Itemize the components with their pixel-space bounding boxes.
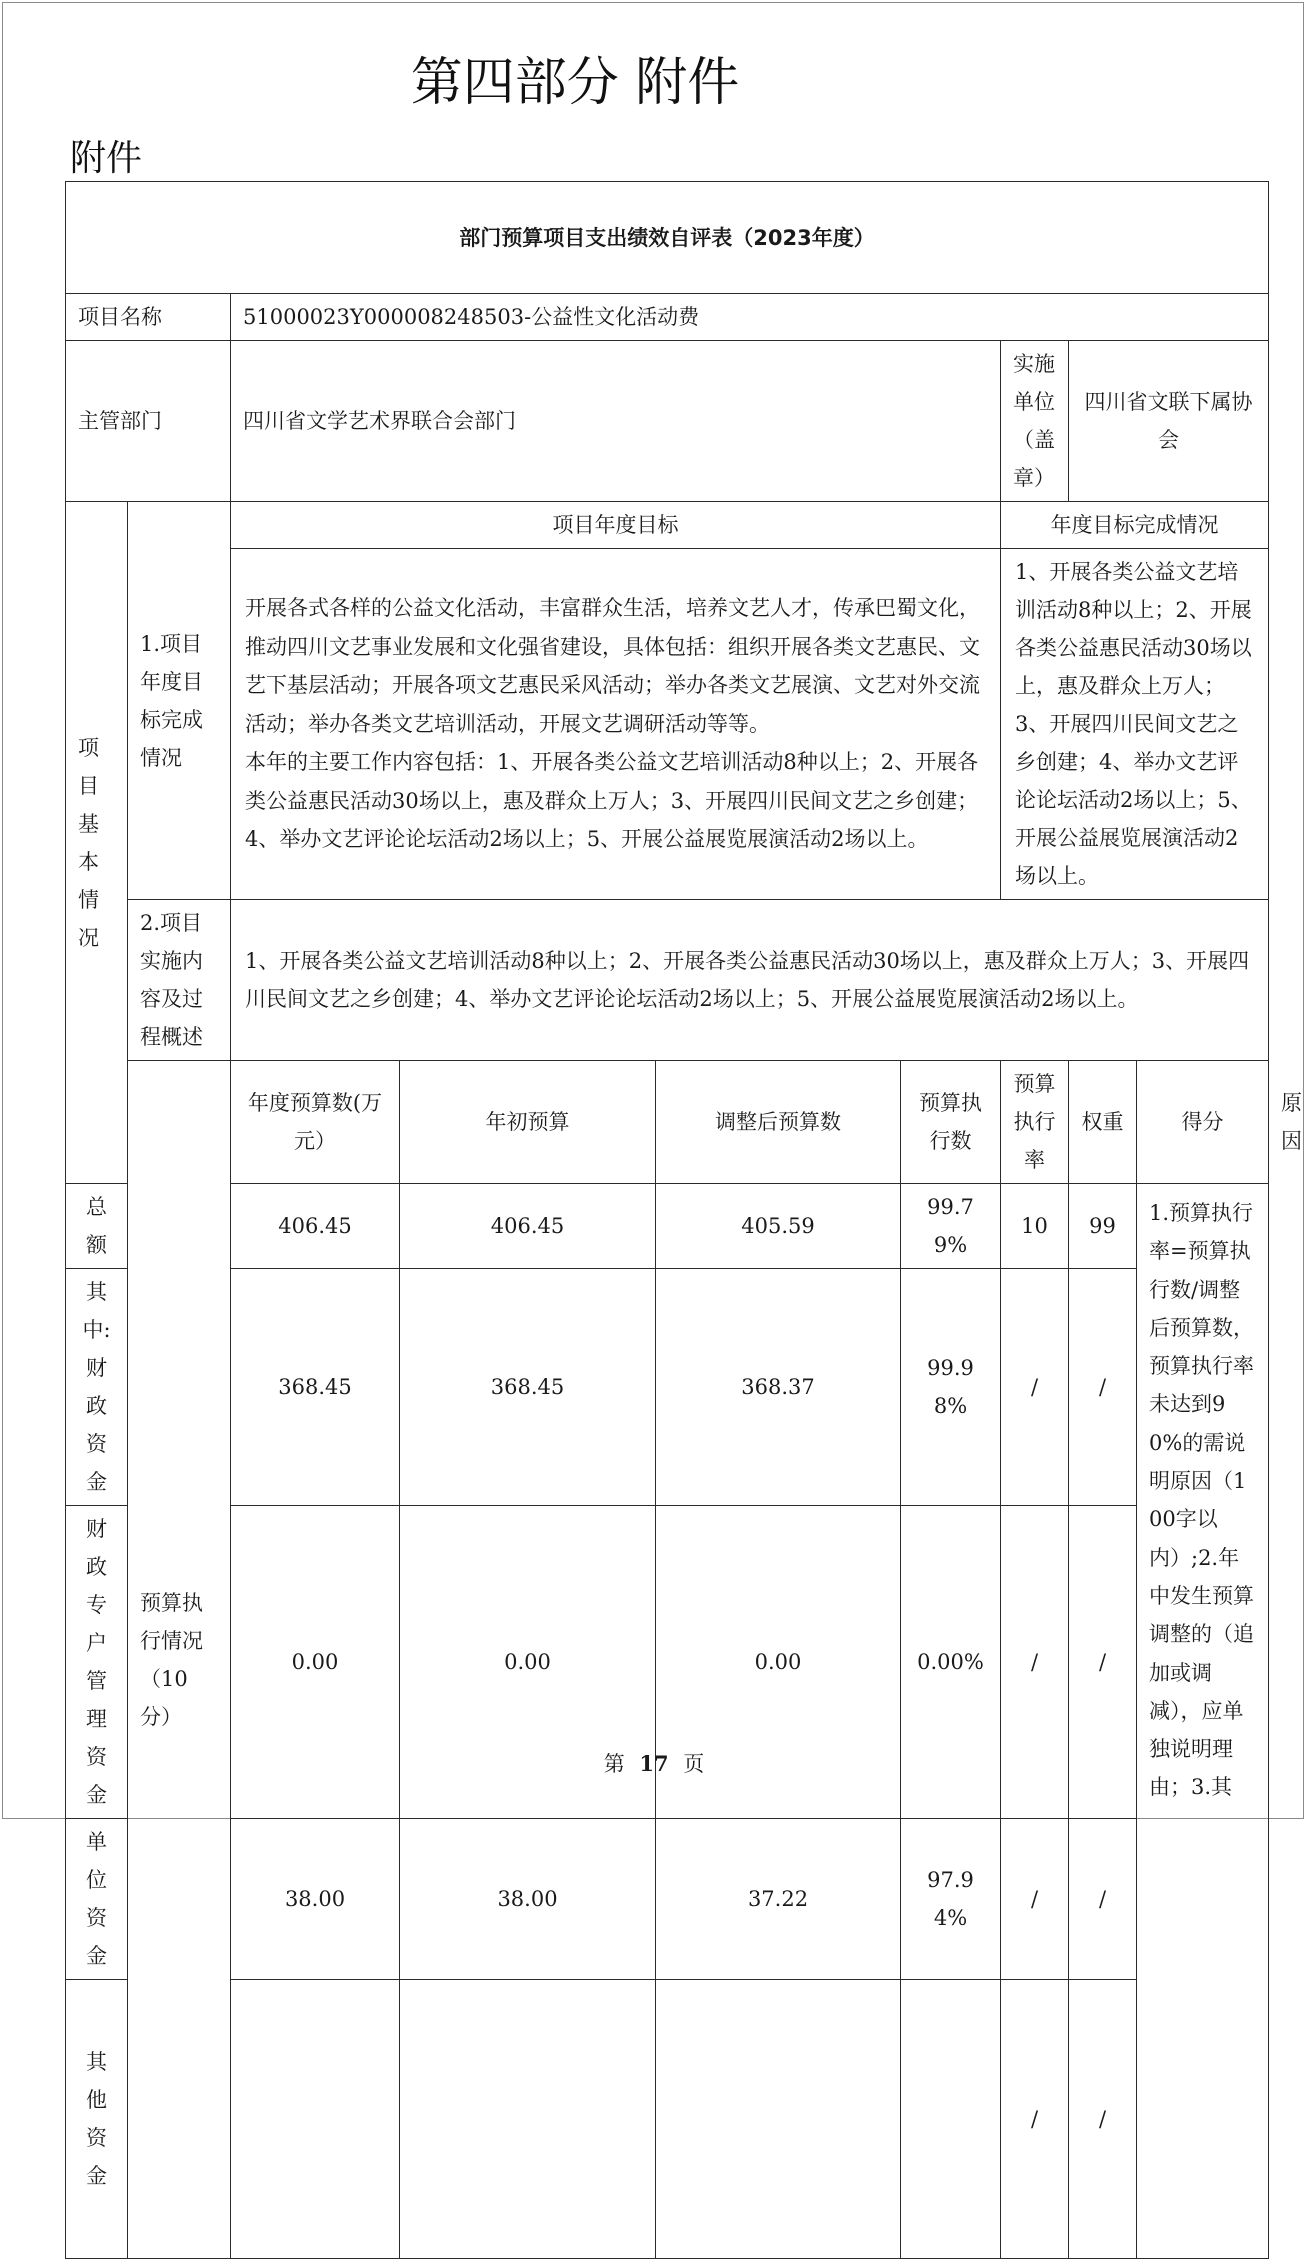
budget-weight: / [1001, 1269, 1069, 1506]
budget-adjusted: 38.00 [400, 1819, 656, 1980]
executor-value: 四川省文联下属协会 [1069, 341, 1269, 502]
supervisor-value: 四川省文学艺术界联合会部门 [231, 341, 1001, 502]
budget-rate [901, 1980, 1001, 2259]
budget-executed: 405.59 [656, 1184, 901, 1269]
budget-initial: 0.00 [231, 1506, 400, 1819]
table-title: 部门预算项目支出绩效自评表（2023年度） [66, 182, 1269, 294]
page-prefix: 第 [603, 1752, 625, 1776]
goal-header: 项目年度目标 [231, 502, 1001, 549]
budget-reason-text: 1.预算执行率=预算执行数/调整后预算数，预算执行率未达到90%的需说明原因（100字以内）;2.年中发生预算调整的（追加或调减），应单独说明理由；3.其 [1137, 1184, 1269, 2259]
page-number: 17 [639, 1751, 669, 1776]
budget-weight: / [1001, 1980, 1069, 2259]
budget-row-label: 财政专户管理资金 [66, 1506, 128, 1819]
budget-weight: / [1001, 1506, 1069, 1819]
budget-section-label: 预算执行情况（10分） [128, 1061, 231, 2259]
budget-header-executed: 预算执行数 [901, 1061, 1001, 1184]
budget-rate: 99.79% [901, 1184, 1001, 1269]
supervisor-label: 主管部门 [66, 341, 231, 502]
process-text: 1、开展各类公益文艺培训活动8种以上；2、开展各类公益惠民活动30场以上，惠及群众上万人；3、开展四川民间文艺之乡创建；4、举办文艺评论论坛活动2场以上；5、开展公益展览展演活动2场以上。 [231, 900, 1269, 1061]
budget-header-weight: 权重 [1069, 1061, 1137, 1184]
budget-executed: 0.00 [656, 1506, 901, 1819]
page-suffix: 页 [683, 1752, 705, 1776]
goal-content-cell [231, 549, 1001, 900]
completion-header: 年度目标完成情况 [1001, 502, 1269, 549]
budget-score: / [1069, 1506, 1137, 1819]
budget-initial: 368.45 [231, 1269, 400, 1506]
budget-initial: 38.00 [231, 1819, 400, 1980]
completion-text: 1、开展各类公益文艺培训活动8种以上；2、开展各类公益惠民活动30场以上，惠及群众上万人；3、开展四川民间文艺之乡创建；4、举办文艺评论论坛活动2场以上；5、开展公益展览展演活动2场以上。 [1001, 549, 1269, 900]
budget-header-adjusted: 调整后预算数 [656, 1061, 901, 1184]
project-name-value: 51000023Y000008248503-公益性文化活动费 [231, 294, 1269, 341]
budget-score: / [1069, 1819, 1137, 1980]
budget-weight: 10 [1001, 1184, 1069, 1269]
budget-initial: 406.45 [231, 1184, 400, 1269]
goal-text-2: 本年的主要工作内容包括：1、开展各类公益文艺培训活动8种以上；2、开展各类公益惠民活动30场以上，惠及群众上万人；3、开展四川民间文艺之乡创建；4、举办文艺评论论坛活动2场以上；5、开展公益展览展演活动2场以上。 [245, 750, 979, 852]
budget-row-label: 其中:财政资金 [66, 1269, 128, 1506]
budget-header-initial: 年初预算 [400, 1061, 656, 1184]
project-name-label: 项目名称 [66, 294, 231, 341]
budget-row-label: 单位资金 [66, 1819, 128, 1980]
budget-rate: 99.98% [901, 1269, 1001, 1506]
budget-header-score: 得分 [1137, 1061, 1269, 1184]
budget-header-rate: 预算执行率 [1001, 1061, 1069, 1184]
budget-row-label: 其他资金 [66, 1980, 128, 2259]
basic-info-section-label: 项目基本情况 [66, 502, 128, 1184]
budget-rate: 97.94% [901, 1819, 1001, 1980]
budget-initial [231, 1980, 400, 2259]
performance-evaluation-table: 部门预算项目支出绩效自评表（2023年度） 项目名称 51000023Y000008248503-公益性文化活动费 主管部门 四川省文学艺术界联合会部门 实施单位（盖章） 四川省文联下属协会 项目基本情况 1.项目年度目标完成情况 项目年度目标 年度目标完成情况 开展各式各样的公益文化活动，丰富群众生活，培养文艺人才，传承巴蜀文化，推动四川文艺事业发展和文化强省建设，具体包括：组织开展各类文艺惠民、文艺下基层活动；开展各项文艺惠民采风活动；举办各类文艺展演、文艺对外交流活动；举办各类文艺培训活动，开展文艺调研活动等等。 本年的主要工作内容包括：1、开展各类公益文艺培训活动8种以上；2、开展各类公益惠民活动30场以上，惠及群众上万人；3、开展四川民间文艺之乡创建；4、举办文艺评论论坛活动2场以上；5、开展公益展览展演活动2场以上。 1、开展各类公益文艺培训活动8种以上；2、开展各类公益惠民活动30场以上，惠及群众上万人；3、开展四川民间文艺之乡创建；4、举办文艺评论论坛活动2场以上；5、开展公益展览展演活动2场以上。 2.项目实施内容及过程概述 1、开展各类公益文艺培训活动8种以上；2、开展各类公益惠民活动30场以上，惠及群众上万人；3、开展四川民间文艺之乡创建；4、举办文艺评论论坛活动2场以上；5、开展公益展览展演活动2场以上。 预算执行情况（10分） 年度预算数(万元） 年初预算 调整后预算数 预算执行数 预算执行率 权重 得分 原因 总额 406.45 406.45 405.59 99.79% 10 99 1.预算执行率=预算执行数/调整后预算数，预算执行率未达到90%的需说明原因（100字以内）;2.年中发生预算调整的（追加或调减），应单独说明理由；3.其 其中:财政资金 368.45 368.45 368.37 99.98% / / 财政专户管理资金 0.00 0.00 0.00 0.00% / / 单位资金 38.00 38.00 37.22 97.94% / / 其他资金 / / [65, 181, 1269, 2259]
budget-weight: / [1001, 1819, 1069, 1980]
budget-executed [656, 1980, 901, 2259]
budget-adjusted: 0.00 [400, 1506, 656, 1819]
budget-rate: 0.00% [901, 1506, 1001, 1819]
budget-executed: 37.22 [656, 1819, 901, 1980]
budget-row-label: 总额 [66, 1184, 128, 1269]
budget-adjusted [400, 1980, 656, 2259]
executor-label: 实施单位（盖章） [1001, 341, 1069, 502]
goal-text-1: 开展各式各样的公益文化活动，丰富群众生活，培养文艺人才，传承巴蜀文化，推动四川文艺事业发展和文化强省建设，具体包括：组织开展各类文艺惠民、文艺下基层活动；开展各项文艺惠民采风活动；举办各类文艺展演、文艺对外交流活动；举办各类文艺培训活动，开展文艺调研活动等等。 [245, 596, 980, 736]
budget-score: 99 [1069, 1184, 1137, 1269]
part-title: 第四部分 附件 [410, 53, 740, 113]
budget-adjusted: 406.45 [400, 1184, 656, 1269]
budget-score: / [1069, 1980, 1137, 2259]
budget-executed: 368.37 [656, 1269, 901, 1506]
budget-header-year: 年度预算数(万元） [231, 1061, 400, 1184]
process-label: 2.项目实施内容及过程概述 [128, 900, 231, 1061]
section-heading: 附件 [70, 138, 143, 179]
budget-adjusted: 368.45 [400, 1269, 656, 1506]
goal-section-label: 1.项目年度目标完成情况 [128, 502, 231, 900]
budget-score: / [1069, 1269, 1137, 1506]
page-footer [0, 1748, 1308, 1778]
